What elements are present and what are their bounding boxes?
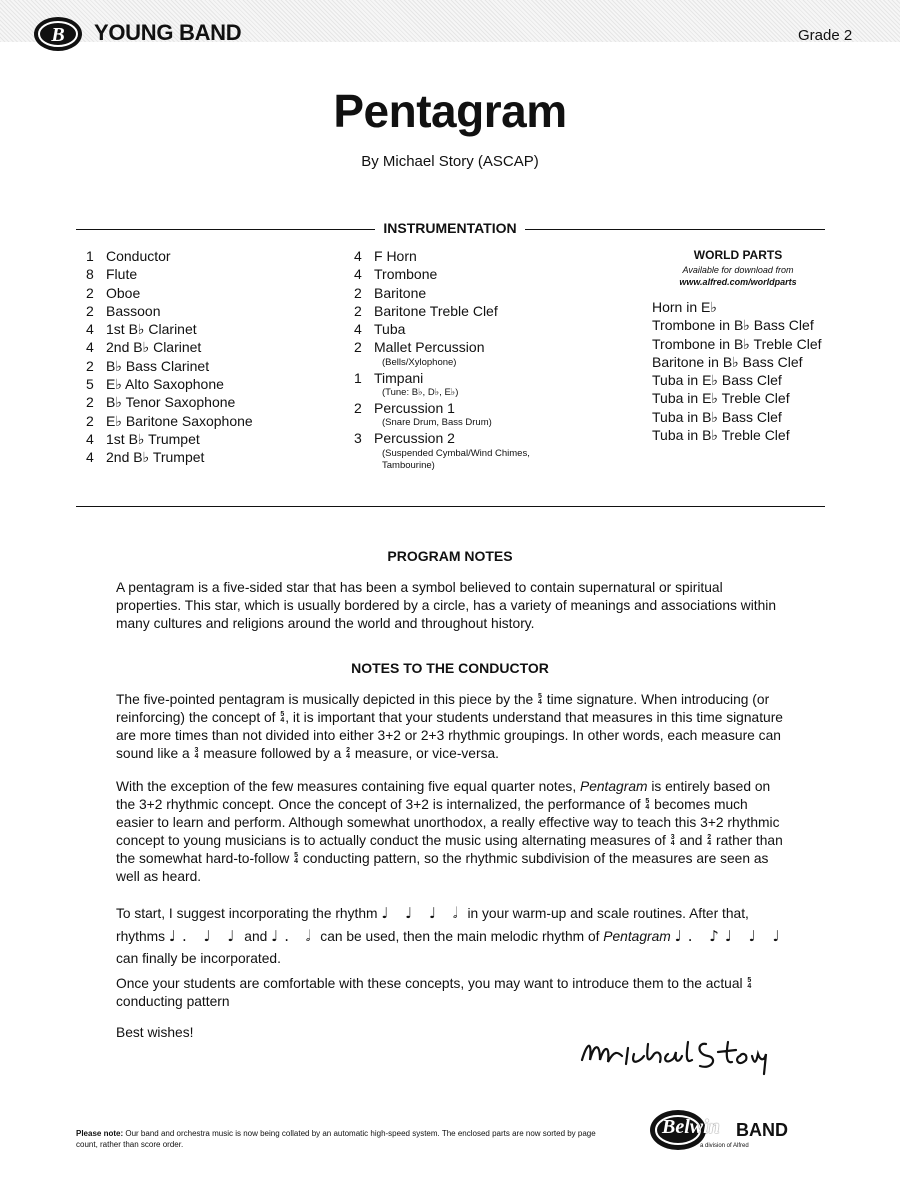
instrument-row [86,302,253,320]
instrument-name: Oboe [106,284,141,301]
instrumentation-heading: INSTRUMENTATION [0,220,900,238]
instrument-name: Mallet Percussion [374,339,485,356]
instrument-name: E♭ Baritone Saxophone [106,412,253,429]
svg-text:B: B [51,24,65,46]
instrument-count: 4 [354,321,362,338]
instrument-name: Flute [106,266,138,283]
instrument-count: 2 [354,284,362,301]
instrument-name: 2nd B♭ Clarinet [106,339,202,356]
instrument-row [86,448,253,466]
instrument-name: Conductor [106,248,171,264]
instrument-row [354,302,530,320]
world-parts-heading: WORLD PARTS [693,248,783,262]
world-part-item: Trombone in B♭ Bass Clef [652,317,814,334]
world-part-item: Horn in E♭ [652,299,717,315]
instrument-count: 2 [86,412,94,429]
instrument-row [354,399,530,417]
instrument-name: Baritone Treble Clef [374,302,498,319]
brand-name: YOUNG BAND [94,20,242,45]
instrument-name: 2nd B♭ Trumpet [106,449,205,466]
time-signature-5-4: 5 4 [645,798,650,812]
time-signature-5-4: 5 4 [538,693,542,707]
instrument-row [354,284,530,302]
instrument-count: 3 [354,430,362,447]
instrument-name: Timpani [374,369,424,386]
instrument-row [354,265,530,283]
instrument-row [86,320,253,338]
instrument-count: 1 [354,369,362,386]
instrument-count: 2 [86,357,94,374]
instrument-count: 2 [354,339,362,356]
instrument-detail: (Bells/Xylophone) [382,356,457,368]
instrument-row [86,430,253,448]
world-part-item: Tuba in E♭ Treble Clef [652,390,790,407]
instrument-name: 1st B♭ Clarinet [106,321,197,338]
world-parts-availability: Available for download from www.alfred.com/worldparts [679,265,797,287]
time-signature-2-4: 2 4 [346,747,350,761]
instrument-detail: (Suspended Cymbal/Wind Chimes, [382,447,530,459]
instrument-name: E♭ Alto Saxophone [106,376,224,393]
instrument-count: 4 [354,266,362,283]
conductor-paragraph-2: With the exception of the few measures containing five equal quarter notes, Pentagram is entirely based on the 3+2 rhythmic concept. Once the concept of 3+2 is internalized, the performance of 5 4 becomes much easier to learn and perform. Although somewhat unorthodox, a really effective way to teach this 3+2 rhythmic concept to young musicians is to actually conduct the music using alternating measures of 3 4 and 2 4 rather than the somewhat hard-to-follow 5 4 conducting pattern, so the rhythmic subdivision of the measures are seen as well as heard. [116,779,783,884]
instrument-name: B♭ Tenor Saxophone [106,394,236,411]
instrument-count: 2 [354,302,362,319]
instrument-name: Percussion 1 [374,400,455,417]
instrument-count: 8 [86,266,94,283]
conductor-paragraph-1: The five-pointed pentagram is musically depicted in this piece by the 5 4 time signature. When introducing (or reinforcing) the concept of 5 4, it is important that your students understand that measures in this time signature are more times than not divided into either 3+2 or 2+3 rhythmic groupings. In other words, each measure can sound like a 3 4 measure followed by a 2 4 measure, or vice-versa. [116,692,783,761]
instrument-detail: (Tune: B♭, D♭, E♭) [382,387,459,399]
instrument-count: 1 [86,248,94,264]
instrument-row [354,369,530,387]
world-part-item: Tuba in B♭ Bass Clef [652,408,782,425]
signature-text: Michael Story [578,1030,585,1031]
composer-signature [578,1030,778,1078]
world-part-item: Baritone in B♭ Bass Clef [652,353,803,370]
belwin-script: Belwin [662,1116,720,1138]
rhythm-notation-2: ♩. ♩ ♩ [168,927,241,945]
instrument-name: Baritone [374,284,427,301]
time-signature-3-4: 3 4 [194,747,199,761]
instrument-name: Tuba [374,321,406,338]
rhythm-notation-1: ♩ ♩ ♩ 𝅗𝅥 [381,904,464,922]
time-signature-5-4: 5 4 [294,852,299,866]
instrument-row [86,375,253,393]
rhythm-notation-3: ♩. 𝅗𝅥 [271,927,317,945]
belwin-subtitle: a division of Alfred [700,1143,749,1149]
rhythm-notation-4: ♩. ♪♩ ♩ ♩ [674,927,786,945]
instrument-count: 2 [86,394,94,411]
instrument-row [86,357,253,375]
instrument-row [86,338,253,356]
instrument-detail: (Snare Drum, Bass Drum) [382,417,492,429]
instrument-name: 1st B♭ Trumpet [106,430,200,447]
world-parts-list [652,298,822,444]
instrument-row [354,338,530,356]
instrument-detail: Tambourine) [382,459,435,471]
time-signature-5-4: 5 4 [747,977,752,991]
instrument-count: 5 [86,376,94,393]
world-part-item: Tuba in E♭ Bass Clef [652,372,782,389]
conductor-paragraph-4: Once your students are comfortable with these concepts, you may want to introduce them to the actual 5 4 conducting pattern [116,976,752,1009]
instrument-row [354,320,530,338]
time-signature-2-4: 2 4 [707,834,712,848]
composer-byline: By Michael Story (ASCAP) [361,153,539,170]
grade-label: Grade 2 [798,27,853,44]
instrument-row [86,393,253,411]
world-part-item: Tuba in B♭ Treble Clef [652,427,790,444]
instrument-row [86,265,253,283]
instrument-count: 2 [86,284,94,301]
section-rule-bottom [76,506,825,507]
instrument-count: 2 [354,400,362,417]
time-signature-5-4: 5 4 [280,711,285,725]
instrument-count: 4 [86,449,94,466]
collation-note: Please note: Our band and orchestra music is now being collated by an automatic high-speed system. The enclosed parts are now sorted by page count, rather than score order. [76,1129,596,1149]
instrument-name: Trombone [374,266,438,283]
closing-line: Best wishes! [116,1025,194,1040]
instrument-row [86,247,253,265]
piece-title: Pentagram [333,85,567,137]
program-notes-heading: PROGRAM NOTES [387,548,513,564]
young-band-logo [32,15,84,53]
instrument-name: F Horn [374,248,417,264]
belwin-band-label: BAND [736,1120,788,1140]
instrument-count: 4 [354,248,362,264]
conductor-paragraph-3: To start, I suggest incorporating the rhythm ♩ ♩ ♩ 𝅗𝅥 in your warm-up and scale routines. After that, rhythms ♩. ♩ ♩ and ♩. 𝅗𝅥 can be used, then the main melodic rhythm of Pentagram ♩. ♪♩ ♩ ♩ can finally be incorporated. [116,904,786,966]
instrument-row [354,429,530,447]
program-notes-text: A pentagram is a five-sided star that has been a symbol believed to contain supernatural or spiritual properties. This star, which is usually bordered by a circle, has a variety of meanings and associations within many cultures and religions around the world and throughout history. [116,580,777,631]
instrument-name: Bassoon [106,302,161,319]
instrument-row [354,247,530,265]
conductor-notes-heading: NOTES TO THE CONDUCTOR [351,660,549,676]
instrument-row [86,284,253,302]
instrumentation-column-2 [354,247,530,472]
instrument-count: 4 [86,430,94,447]
instrumentation-column-1 [86,247,253,467]
instrument-name: B♭ Bass Clarinet [106,357,210,374]
instrument-row [86,412,253,430]
instrument-count: 4 [86,321,94,338]
time-signature-3-4: 3 4 [670,834,675,848]
instrument-count: 4 [86,339,94,356]
instrument-count: 2 [86,302,94,319]
world-part-item: Trombone in B♭ Treble Clef [652,335,822,352]
instrument-name: Percussion 2 [374,430,455,447]
